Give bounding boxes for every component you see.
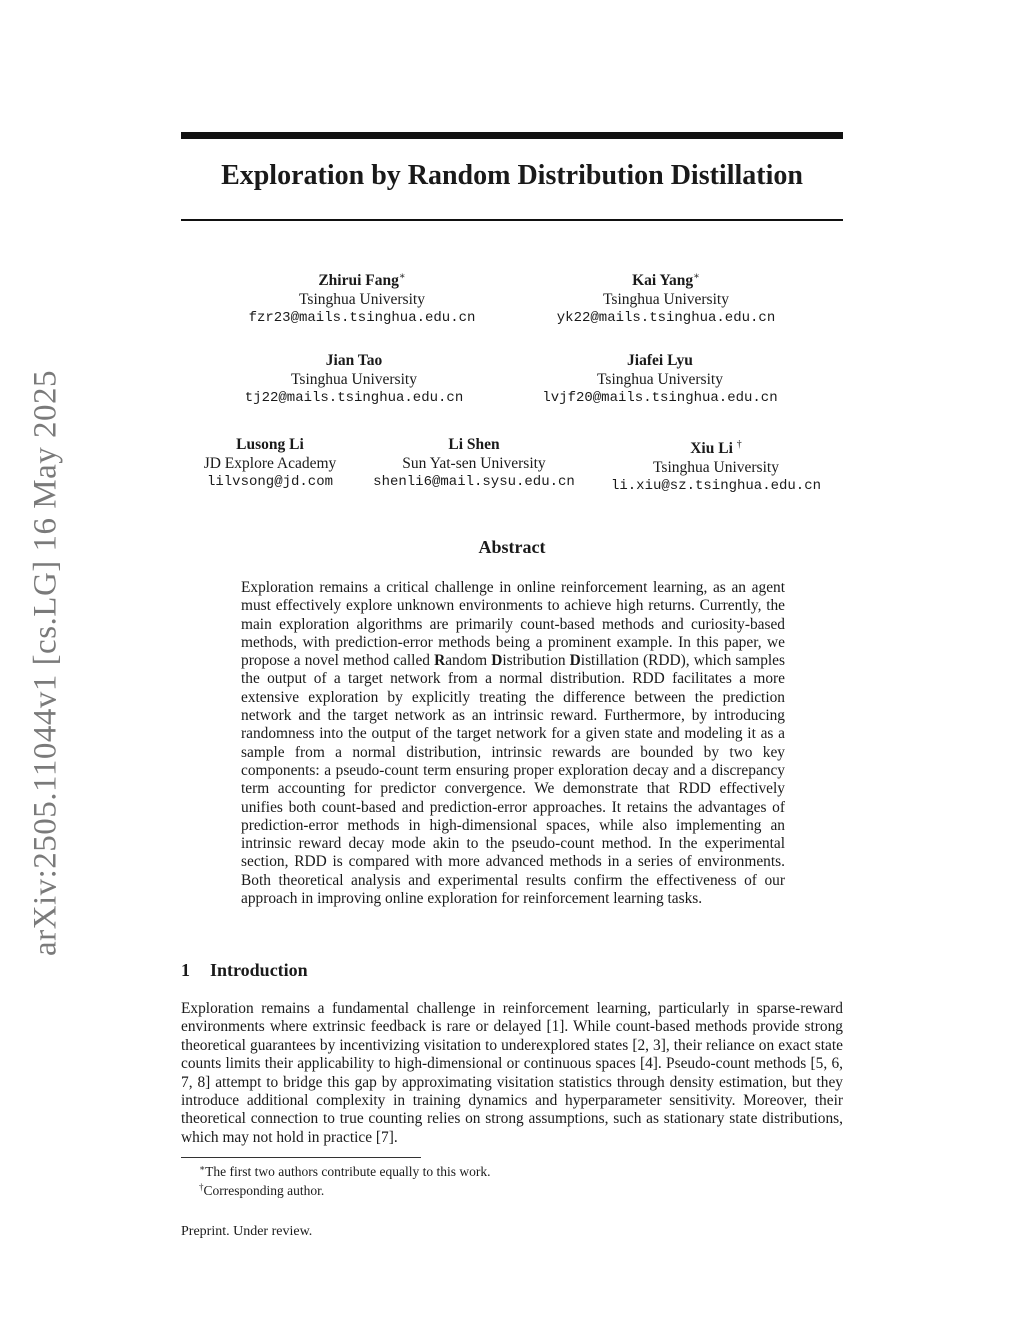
title-bottom-rule <box>181 219 843 221</box>
author-affiliation: Tsinghua University <box>291 371 417 388</box>
footnote-divider <box>181 1157 421 1158</box>
author-email: lilvsong@jd.com <box>206 474 334 490</box>
author-block <box>245 351 463 408</box>
section-heading: 1 Introduction <box>181 960 308 980</box>
paper-title: Exploration by Random Distribution Distillation <box>221 160 803 191</box>
footnote: †Corresponding author. <box>199 1182 325 1198</box>
author-email: li.xiu@sz.tsinghua.edu.cn <box>610 478 822 494</box>
author-name: Xiu Li † <box>690 439 742 457</box>
author-name: Jian Tao <box>325 352 383 369</box>
author-name: Kai Yang∗ <box>632 271 700 289</box>
title-top-rule <box>181 132 843 139</box>
abstract-heading: Abstract <box>478 537 546 557</box>
author-email: lvjf20@mails.tsinghua.edu.cn <box>542 390 778 406</box>
author-affiliation: JD Explore Academy <box>203 455 337 472</box>
author-affiliation: Tsinghua University <box>653 459 779 476</box>
author-email: shenli6@mail.sysu.edu.cn <box>373 474 575 490</box>
author-block <box>204 435 337 492</box>
arxiv-identifier: arXiv:2505.11044v1 [cs.LG] 16 May 2025 <box>27 369 64 957</box>
introduction-body: Exploration remains a fundamental challenge in reinforcement learning, particularly in sparse-reward environments where extrinsic feedback is rare or delayed [1]. While count-based methods provide strong theoretical guarantees by incentivizing visitation to underexplored states [2, 3], their reliance on exact state counts limits their applicability to high-dimensional or continuous spaces [4]. Pseudo-count methods [5, 6, 7, 8] attempt to bridge this gap by approximating visitation statistics through density estimation, but they introduce additional complexity in training dynamics and hyperparameter sensitivity. Moreover, their theoretical connection to true counting relies on strong assumptions, such as stationary state distributions, which may not hold in practice [7]. <box>181 1000 843 1146</box>
author-block <box>542 351 777 408</box>
author-name: Li Shen <box>448 436 500 453</box>
author-email: fzr23@mails.tsinghua.edu.cn <box>248 310 476 326</box>
author-name: Lusong Li <box>236 436 304 453</box>
preprint-footer: Preprint. Under review. <box>181 1224 313 1239</box>
author-email: tj22@mails.tsinghua.edu.cn <box>244 390 464 406</box>
author-block <box>249 267 476 328</box>
abstract-body: Exploration remains a critical challenge in online reinforcement learning, as an agent must effectively explore unknown environments to achieve high returns. Currently, the main exploration algorithms are primarily count-based methods and curiosity-based methods, with prediction-error methods being a prominent example. In this paper, we propose a novel method called Random Distribution Distillation (RDD), which samples the output of a target network from a normal distribution. RDD facilitates a more extensive exploration by explicitly treating the difference between the prediction network and the target network as an intrinsic reward. Furthermore, by introducing randomness into the output of the target network for a given state and modeling it as a sample from a normal distribution, intrinsic rewards are bounded by two key components: a pseudo-count term ensuring proper exploration decay and a discrepancy term accounting for predictor convergence. We demonstrate that RDD effectively unifies both count-based and prediction-error approaches. It retains the advantages of prediction-error methods in high-dimensional spaces, while also implementing an intrinsic reward decay mode akin to the pseudo-count method. In the experimental section, RDD is compared with more advanced methods in a series of environments. Both theoretical analysis and experimental results confirm the effectiveness of our approach in improving online exploration for reinforcement learning tasks. <box>241 579 785 908</box>
author-affiliation: Tsinghua University <box>597 371 723 388</box>
author-affiliation: Sun Yat-sen University <box>402 455 546 472</box>
author-block <box>611 435 821 496</box>
author-affiliation: Tsinghua University <box>603 291 729 308</box>
footnote: ∗The first two authors contribute equally to this work. <box>199 1163 491 1179</box>
author-affiliation: Tsinghua University <box>299 291 425 308</box>
author-block <box>373 435 575 492</box>
author-name: Jiafei Lyu <box>627 352 693 369</box>
author-email: yk22@mails.tsinghua.edu.cn <box>556 310 776 326</box>
author-block <box>557 267 775 328</box>
author-name: Zhirui Fang∗ <box>318 271 406 289</box>
